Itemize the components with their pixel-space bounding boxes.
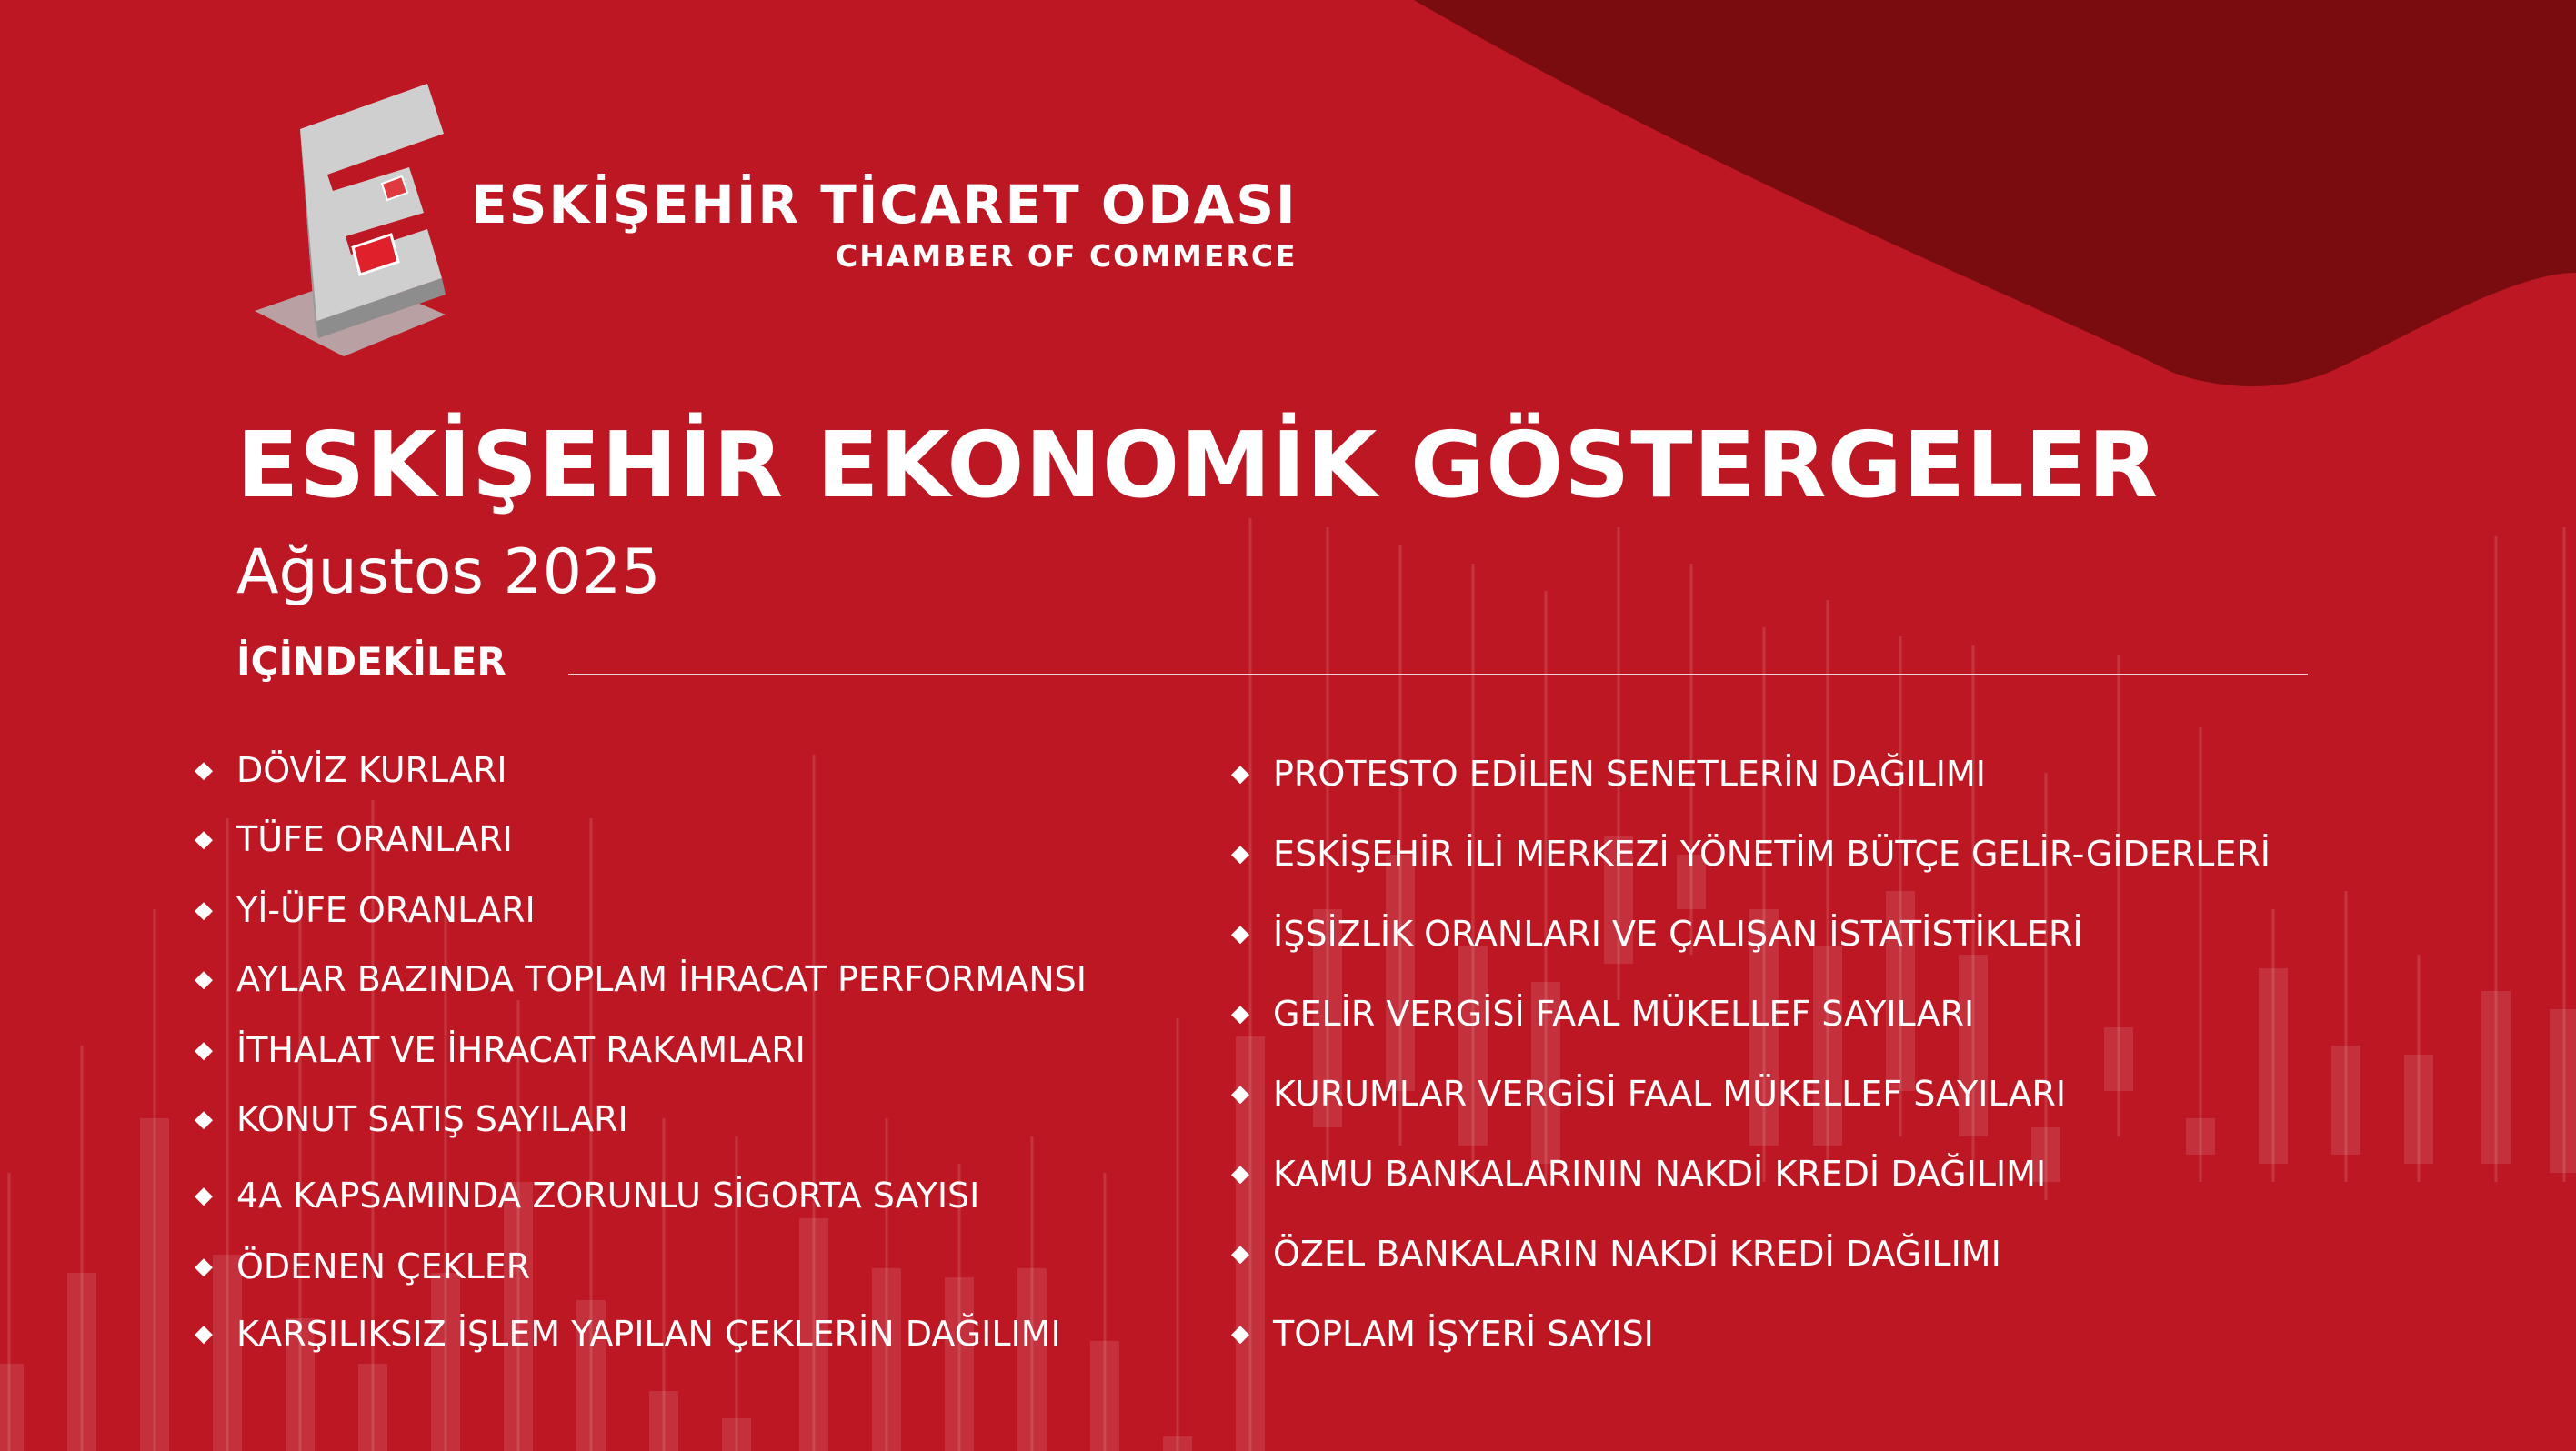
candle-body	[2331, 1046, 2360, 1155]
candle-body	[2481, 991, 2511, 1164]
bullet-icon: ◆	[1231, 1000, 1249, 1027]
toc-item[interactable]: ◆ GELİR VERGİSİ FAAL MÜKELLEF SAYILARI	[1273, 991, 1974, 1036]
bullet-icon: ◆	[195, 1253, 213, 1280]
toc-item[interactable]: ◆ PROTESTO EDİLEN SENETLERİN DAĞILIMI	[1273, 751, 1986, 796]
candle-body	[1163, 1436, 1192, 1451]
toc-item[interactable]: ◆ ÖDENEN ÇEKLER	[236, 1244, 530, 1289]
candle-body	[722, 1418, 751, 1451]
toc-item[interactable]: ◆ İŞSİZLİK ORANLARI VE ÇALIŞAN İSTATİSTİKLERİ	[1273, 911, 2083, 956]
toc-item[interactable]: ◆ İTHALAT VE İHRACAT RAKAMLARI	[236, 1027, 806, 1073]
bullet-icon: ◆	[195, 1036, 213, 1064]
bullet-icon: ◆	[1231, 920, 1249, 947]
org-subtitle: CHAMBER OF COMMERCE	[836, 238, 1298, 274]
corner-shape	[1414, 0, 2576, 386]
bullet-icon: ◆	[195, 1106, 213, 1133]
candle-body	[358, 1364, 387, 1451]
candle-body	[1017, 1268, 1047, 1451]
bullet-icon: ◆	[195, 966, 213, 993]
candle-body	[2186, 1118, 2215, 1155]
bullet-icon: ◆	[1231, 1240, 1249, 1267]
page-title: ESKİŞEHİR EKONOMİK GÖSTERGELER	[236, 412, 2160, 518]
bullet-icon: ◆	[195, 756, 213, 784]
page-subtitle: Ağustos 2025	[236, 536, 661, 608]
toc-item[interactable]: ◆ KONUT SATIŞ SAYILARI	[236, 1096, 628, 1142]
toc-item[interactable]: ◆ ÖZEL BANKALARIN NAKDİ KREDİ DAĞILIMI	[1273, 1231, 2001, 1276]
toc-item[interactable]: ◆ ESKİŞEHİR İLİ MERKEZİ YÖNETİM BÜTÇE GELİR-GİDERLERİ	[1273, 831, 2270, 876]
candle-body	[2104, 1027, 2133, 1091]
bullet-icon: ◆	[1231, 840, 1249, 867]
candle-body	[1386, 855, 1415, 1091]
toc-item[interactable]: ◆ KAMU BANKALARININ NAKDİ KREDİ DAĞILIMI	[1273, 1151, 2046, 1196]
candle-body	[0, 1364, 24, 1451]
org-name: ESKİŞEHİR TİCARET ODASI	[471, 174, 1298, 235]
eto-logo-icon	[246, 84, 455, 365]
toc-divider	[568, 674, 2308, 675]
toc-item[interactable]: ◆ AYLAR BAZINDA TOPLAM İHRACAT PERFORMANSI	[236, 956, 1087, 1002]
bullet-icon: ◆	[195, 1182, 213, 1209]
candle-body	[649, 1391, 678, 1451]
toc-item[interactable]: ◆ DÖVİZ KURLARI	[236, 747, 507, 793]
toc-item[interactable]: ◆ Yİ-ÜFE ORANLARI	[236, 887, 536, 933]
toc-heading: İÇİNDEKİLER	[236, 639, 506, 684]
eto-logo	[246, 84, 455, 365]
candle-body	[67, 1273, 96, 1451]
candle-body	[945, 1277, 974, 1451]
toc-item[interactable]: ◆ TOPLAM İŞYERİ SAYISI	[1273, 1311, 1654, 1356]
org-block	[471, 173, 1298, 274]
bullet-icon: ◆	[1231, 1320, 1249, 1347]
bullet-icon: ◆	[195, 896, 213, 924]
bullet-icon: ◆	[1231, 1080, 1249, 1107]
candle-body	[431, 1273, 460, 1451]
candle-body	[2404, 1055, 2433, 1164]
candle-body	[2259, 968, 2288, 1164]
candle-body	[140, 1118, 169, 1451]
candle-body	[1090, 1341, 1119, 1451]
candle-body	[872, 1268, 901, 1451]
toc-item[interactable]: ◆ KARŞILIKSIZ İŞLEM YAPILAN ÇEKLERİN DAĞILIMI	[236, 1311, 1061, 1356]
bullet-icon: ◆	[1231, 760, 1249, 787]
bullet-icon: ◆	[195, 826, 213, 853]
bullet-icon: ◆	[195, 1320, 213, 1347]
toc-item[interactable]: ◆ KURUMLAR VERGİSİ FAAL MÜKELLEF SAYILARI	[1273, 1071, 2066, 1116]
toc-item[interactable]: ◆ 4A KAPSAMINDA ZORUNLU SİGORTA SAYISI	[236, 1173, 979, 1218]
candle-body	[2550, 1009, 2576, 1173]
toc-item[interactable]: ◆ TÜFE ORANLARI	[236, 816, 513, 862]
bullet-icon: ◆	[1231, 1160, 1249, 1187]
